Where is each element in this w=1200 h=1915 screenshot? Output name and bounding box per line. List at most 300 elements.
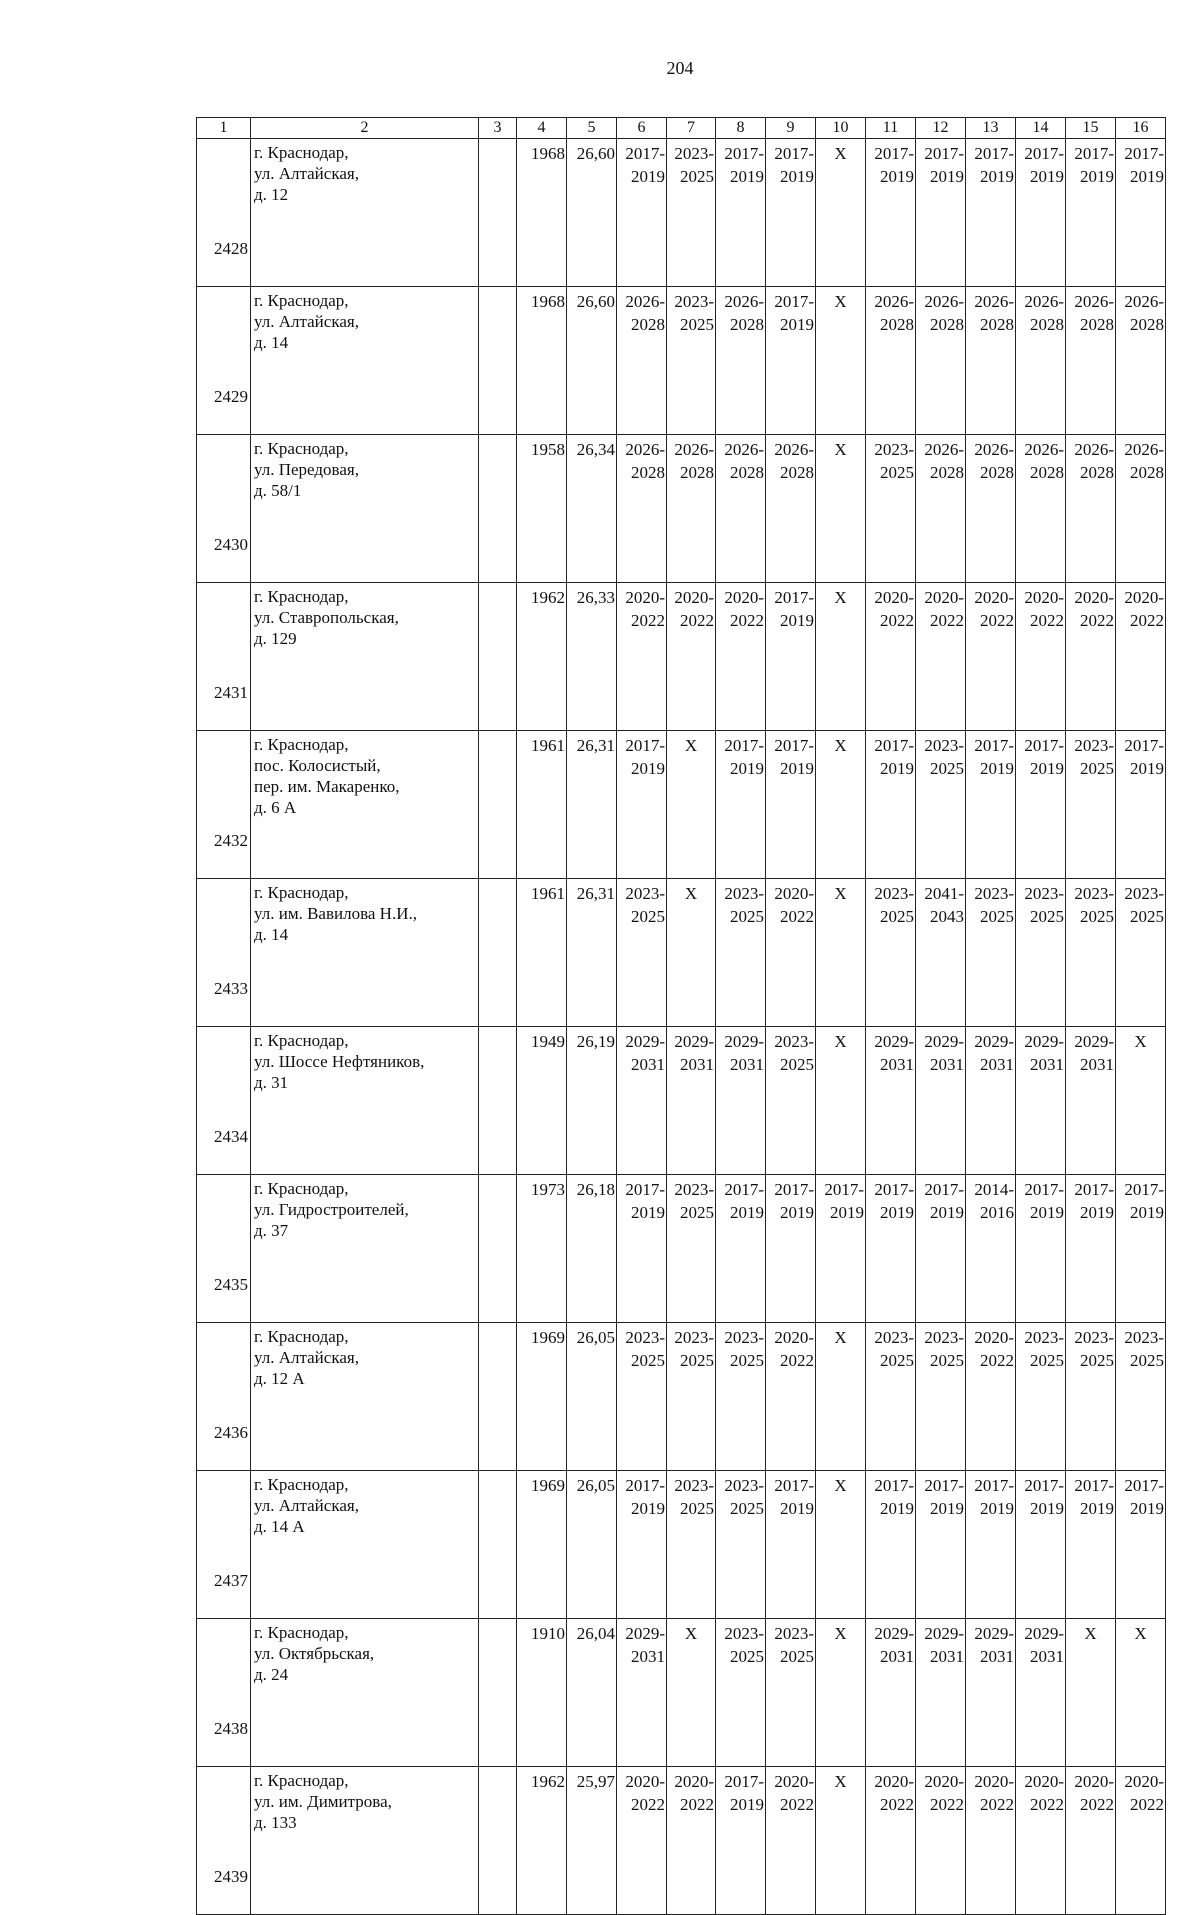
cell-col-14 [1016, 731, 1066, 879]
cell-col-4 [517, 435, 567, 583]
cell-col-11 [866, 287, 916, 435]
address-cell [251, 1175, 479, 1323]
period-start: 2017- [625, 1476, 665, 1495]
cell-value: X [834, 884, 847, 903]
cell-col-14 [1016, 1619, 1066, 1767]
period-start: 2017- [924, 1476, 964, 1495]
period-start: 2020- [924, 1772, 964, 1791]
period-start: 2017- [974, 736, 1014, 755]
period-start: 2023- [924, 1328, 964, 1347]
column-number-16: 16 [1116, 118, 1166, 139]
cell-col-10 [816, 1175, 866, 1323]
column-number-1: 1 [197, 118, 251, 139]
cell-value: 1958 [531, 440, 565, 459]
period-end: 2019 [631, 759, 665, 778]
column-number-6: 6 [617, 118, 667, 139]
cell-col-5 [567, 139, 617, 287]
cell-col-15 [1066, 583, 1116, 731]
cell-col-5 [567, 1471, 617, 1619]
cell-col-8 [716, 287, 766, 435]
cell-col-10 [816, 435, 866, 583]
period-start: 2029- [625, 1032, 665, 1051]
cell-col-11 [866, 1619, 916, 1767]
period-start: 2017- [874, 1476, 914, 1495]
period-end: 2019 [780, 1499, 814, 1518]
period-end: 2031 [631, 1055, 665, 1074]
cell-col-6 [617, 879, 667, 1027]
cell-col-12 [916, 1175, 966, 1323]
period-start: 2020- [924, 588, 964, 607]
cell-col-13 [966, 1619, 1016, 1767]
cell-col-8 [716, 1471, 766, 1619]
cell-col-9 [766, 731, 816, 879]
cell-value: 26,19 [576, 1032, 615, 1051]
cell-col-5 [567, 287, 617, 435]
period-start: 2026- [1074, 440, 1114, 459]
address-line: ул. Алтайская, [254, 164, 359, 183]
period-end: 2025 [1130, 907, 1164, 926]
period-end: 2022 [730, 611, 764, 630]
cell-col-13 [966, 1175, 1016, 1323]
cell-col-6 [617, 583, 667, 731]
address-cell [251, 879, 479, 1027]
address-cell [251, 435, 479, 583]
cell-value: 1962 [531, 588, 565, 607]
period-start: 2017- [1024, 144, 1064, 163]
cell-value: 26,18 [576, 1180, 615, 1199]
cell-col-8 [716, 1027, 766, 1175]
cell-col-10 [816, 583, 866, 731]
period-start: 2029- [924, 1032, 964, 1051]
period-start: 2023- [724, 1328, 764, 1347]
period-end: 2025 [1080, 1351, 1114, 1370]
period-end: 2025 [780, 1647, 814, 1666]
cell-col-16 [1116, 1027, 1166, 1175]
period-start: 2017- [1074, 1180, 1114, 1199]
period-end: 2022 [780, 907, 814, 926]
period-start: 2020- [674, 1772, 714, 1791]
period-start: 2029- [974, 1032, 1014, 1051]
period-start: 2020- [774, 1772, 814, 1791]
cell-col-6 [617, 1323, 667, 1471]
cell-col-9 [766, 1767, 816, 1915]
cell-value: X [834, 588, 847, 607]
period-end: 2022 [980, 611, 1014, 630]
period-start: 2026- [924, 292, 964, 311]
period-end: 2022 [680, 1795, 714, 1814]
cell-value: X [684, 884, 698, 903]
cell-value: 1968 [531, 292, 565, 311]
period-end: 2022 [930, 611, 964, 630]
period-start: 2023- [724, 1624, 764, 1643]
period-start: 2023- [1124, 884, 1164, 903]
cell-col-4 [517, 1027, 567, 1175]
cell-value: X [834, 144, 847, 163]
cell-value: 26,04 [576, 1624, 615, 1643]
cell-col-13 [966, 731, 1016, 879]
cell-value: 1910 [531, 1624, 565, 1643]
period-start: 2017- [874, 1180, 914, 1199]
cell-col-14 [1016, 435, 1066, 583]
cell-col-7 [667, 1619, 716, 1767]
cell-col-11 [866, 1175, 916, 1323]
period-end: 2019 [830, 1203, 864, 1222]
period-end: 2019 [1130, 1203, 1164, 1222]
period-end: 2022 [880, 611, 914, 630]
address-cell [251, 1767, 479, 1915]
cell-col-14 [1016, 583, 1066, 731]
period-start: 2020- [974, 588, 1014, 607]
cell-col-13 [966, 1767, 1016, 1915]
cell-col-15 [1066, 1175, 1116, 1323]
period-end: 2019 [631, 1203, 665, 1222]
column-number-15: 15 [1066, 118, 1116, 139]
period-start: 2017- [974, 1476, 1014, 1495]
period-end: 2022 [1030, 1795, 1064, 1814]
period-end: 2019 [1130, 759, 1164, 778]
cell-col-9 [766, 435, 816, 583]
period-end: 2022 [1130, 1795, 1164, 1814]
page-number: 204 [666, 58, 694, 78]
address-cell [251, 139, 479, 287]
period-start: 2023- [1074, 1328, 1114, 1347]
period-end: 2019 [980, 1499, 1014, 1518]
period-end: 2028 [930, 463, 964, 482]
period-start: 2023- [774, 1624, 814, 1643]
cell-col-14 [1016, 879, 1066, 1027]
period-end: 2022 [1080, 1795, 1114, 1814]
cell-value: 26,60 [576, 292, 615, 311]
period-end: 2025 [730, 1499, 764, 1518]
period-end: 2022 [1030, 611, 1064, 630]
cell-col-13 [966, 435, 1016, 583]
cell-col-5 [567, 879, 617, 1027]
period-start: 2023- [1024, 884, 1064, 903]
period-end: 2025 [1030, 1351, 1064, 1370]
cell-col-10 [816, 1619, 866, 1767]
period-start: 2023- [625, 1328, 665, 1347]
period-end: 2022 [980, 1795, 1014, 1814]
cell-col-3 [479, 1767, 517, 1915]
period-start: 2020- [974, 1772, 1014, 1791]
period-end: 2019 [730, 759, 764, 778]
cell-value: X [1134, 1032, 1147, 1051]
period-start: 2017- [625, 1180, 665, 1199]
cell-col-7 [667, 1027, 716, 1175]
cell-col-10 [816, 139, 866, 287]
period-start: 2017- [1024, 1180, 1064, 1199]
period-end: 2016 [980, 1203, 1014, 1222]
period-end: 2028 [1130, 315, 1164, 334]
period-end: 2019 [1130, 1499, 1164, 1518]
period-start: 2023- [724, 1476, 764, 1495]
period-end: 2031 [1030, 1055, 1064, 1074]
period-end: 2031 [680, 1055, 714, 1074]
period-start: 2023- [874, 440, 914, 459]
cell-col-12 [916, 287, 966, 435]
cell-col-15 [1066, 435, 1116, 583]
table-row [197, 1323, 1166, 1471]
cell-col-5 [567, 1619, 617, 1767]
cell-col-9 [766, 1027, 816, 1175]
table-row [197, 139, 1166, 287]
cell-col-11 [866, 583, 916, 731]
address-line: пер. им. Макаренко, [254, 777, 400, 796]
cell-col-3 [479, 1619, 517, 1767]
period-end: 2019 [1030, 1203, 1064, 1222]
period-start: 2020- [974, 1328, 1014, 1347]
period-start: 2017- [724, 736, 764, 755]
address-line: г. Краснодар, [254, 291, 349, 310]
column-number-2: 2 [251, 118, 479, 139]
cell-col-5 [567, 435, 617, 583]
cell-value: 26,34 [576, 440, 615, 459]
address-cell [251, 1323, 479, 1471]
period-start: 2029- [1074, 1032, 1114, 1051]
cell-col-16 [1116, 879, 1166, 1027]
period-start: 2017- [824, 1180, 864, 1199]
address-cell [251, 731, 479, 879]
table-row [197, 879, 1166, 1027]
period-start: 2020- [774, 1328, 814, 1347]
period-start: 2026- [724, 440, 764, 459]
cell-col-9 [766, 1619, 816, 1767]
period-start: 2029- [1024, 1032, 1064, 1051]
period-start: 2017- [625, 144, 665, 163]
row-number: 2438 [197, 1619, 251, 1767]
cell-value: 1969 [531, 1328, 565, 1347]
cell-col-3 [479, 583, 517, 731]
period-end: 2028 [780, 463, 814, 482]
period-start: 2017- [1024, 736, 1064, 755]
period-end: 2019 [880, 1203, 914, 1222]
period-start: 2026- [924, 440, 964, 459]
period-end: 2025 [780, 1055, 814, 1074]
cell-col-6 [617, 435, 667, 583]
cell-col-9 [766, 879, 816, 1027]
cell-col-10 [816, 1027, 866, 1175]
cell-col-6 [617, 1027, 667, 1175]
cell-col-5 [567, 1767, 617, 1915]
address-line: д. 24 [254, 1665, 289, 1684]
period-start: 2017- [774, 1476, 814, 1495]
cell-col-16 [1116, 731, 1166, 879]
period-start: 2017- [625, 736, 665, 755]
cell-col-11 [866, 1027, 916, 1175]
column-number-row [197, 118, 1166, 139]
period-start: 2029- [874, 1624, 914, 1643]
column-number-13: 13 [966, 118, 1016, 139]
period-start: 2029- [924, 1624, 964, 1643]
cell-col-7 [667, 139, 716, 287]
cell-col-5 [567, 1323, 617, 1471]
address-line: д. 12 [254, 185, 289, 204]
address-line: г. Краснодар, [254, 1031, 349, 1050]
period-end: 2025 [1130, 1351, 1164, 1370]
cell-col-3 [479, 287, 517, 435]
cell-col-8 [716, 435, 766, 583]
address-line: г. Краснодар, [254, 587, 349, 606]
period-end: 2031 [880, 1055, 914, 1074]
period-start: 2017- [774, 736, 814, 755]
period-end: 2028 [1130, 463, 1164, 482]
period-end: 2025 [1080, 759, 1114, 778]
cell-col-3 [479, 1027, 517, 1175]
period-end: 2019 [1030, 759, 1064, 778]
address-line: д. 14 [254, 925, 289, 944]
cell-col-9 [766, 139, 816, 287]
cell-value: 1968 [531, 144, 565, 163]
cell-col-8 [716, 139, 766, 287]
cell-col-14 [1016, 287, 1066, 435]
period-start: 2020- [674, 588, 714, 607]
period-end: 2025 [730, 1351, 764, 1370]
period-end: 2019 [880, 1499, 914, 1518]
period-end: 2031 [980, 1647, 1014, 1666]
address-line: д. 6 А [254, 798, 297, 817]
cell-col-9 [766, 1175, 816, 1323]
cell-col-10 [816, 1767, 866, 1915]
address-line: г. Краснодар, [254, 439, 349, 458]
table-row [197, 1175, 1166, 1323]
cell-col-4 [517, 1323, 567, 1471]
cell-col-8 [716, 1767, 766, 1915]
address-line: г. Краснодар, [254, 1179, 349, 1198]
cell-col-3 [479, 1175, 517, 1323]
period-end: 2028 [1080, 463, 1114, 482]
address-line: д. 133 [254, 1813, 297, 1832]
cell-col-4 [517, 731, 567, 879]
cell-col-12 [916, 1767, 966, 1915]
cell-col-12 [916, 1471, 966, 1619]
cell-col-13 [966, 287, 1016, 435]
cell-col-14 [1016, 1175, 1066, 1323]
cell-col-4 [517, 1619, 567, 1767]
period-end: 2028 [680, 463, 714, 482]
table-row [197, 1471, 1166, 1619]
address-line: г. Краснодар, [254, 1623, 349, 1642]
cell-value: X [834, 736, 847, 755]
address-line: ул. Алтайская, [254, 1496, 359, 1515]
cell-col-3 [479, 731, 517, 879]
period-end: 2031 [980, 1055, 1014, 1074]
row-number: 2439 [197, 1767, 251, 1915]
period-end: 2025 [631, 1351, 665, 1370]
cell-col-3 [479, 435, 517, 583]
period-end: 2028 [730, 463, 764, 482]
period-start: 2023- [924, 736, 964, 755]
cell-col-7 [667, 1323, 716, 1471]
cell-col-7 [667, 583, 716, 731]
period-start: 2023- [674, 1476, 714, 1495]
cell-col-13 [966, 1471, 1016, 1619]
cell-col-12 [916, 1323, 966, 1471]
address-line: г. Краснодар, [254, 883, 349, 902]
cell-col-8 [716, 1175, 766, 1323]
cell-col-4 [517, 1767, 567, 1915]
period-end: 2028 [880, 315, 914, 334]
row-number: 2428 [197, 139, 251, 287]
cell-col-3 [479, 139, 517, 287]
cell-value: 26,05 [576, 1476, 615, 1495]
period-start: 2023- [674, 1180, 714, 1199]
period-end: 2019 [780, 759, 814, 778]
period-end: 2025 [880, 463, 914, 482]
period-end: 2043 [930, 907, 964, 926]
cell-col-10 [816, 731, 866, 879]
cell-value: 26,31 [576, 884, 615, 903]
cell-col-14 [1016, 1027, 1066, 1175]
period-end: 2031 [880, 1647, 914, 1666]
period-start: 2023- [974, 884, 1014, 903]
period-end: 2019 [1080, 1203, 1114, 1222]
cell-col-6 [617, 1175, 667, 1323]
column-number-7: 7 [667, 118, 716, 139]
cell-col-8 [716, 1619, 766, 1767]
cell-value: 26,05 [576, 1328, 615, 1347]
period-end: 2031 [631, 1647, 665, 1666]
period-start: 2017- [1074, 1476, 1114, 1495]
address-line: д. 129 [254, 629, 297, 648]
cell-col-12 [916, 583, 966, 731]
period-end: 2019 [1080, 1499, 1114, 1518]
period-start: 2017- [774, 144, 814, 163]
period-end: 2019 [631, 1499, 665, 1518]
cell-col-14 [1016, 1471, 1066, 1619]
period-end: 2022 [980, 1351, 1014, 1370]
cell-col-11 [866, 1471, 916, 1619]
cell-col-11 [866, 1767, 916, 1915]
period-start: 2026- [1124, 292, 1164, 311]
address-line: ул. им. Димитрова, [254, 1792, 392, 1811]
cell-col-7 [667, 731, 716, 879]
period-end: 2019 [1030, 1499, 1064, 1518]
period-start: 2017- [1024, 1476, 1064, 1495]
cell-col-8 [716, 1323, 766, 1471]
period-start: 2020- [1074, 1772, 1114, 1791]
row-number: 2436 [197, 1323, 251, 1471]
period-start: 2026- [774, 440, 814, 459]
period-end: 2031 [930, 1647, 964, 1666]
cell-col-6 [617, 1767, 667, 1915]
cell-value: X [834, 1476, 847, 1495]
cell-col-7 [667, 1471, 716, 1619]
column-number-4: 4 [517, 118, 567, 139]
period-start: 2026- [1124, 440, 1164, 459]
period-end: 2019 [780, 1203, 814, 1222]
cell-col-15 [1066, 287, 1116, 435]
cell-value: 1962 [531, 1772, 565, 1791]
cell-col-12 [916, 1619, 966, 1767]
period-start: 2020- [774, 884, 814, 903]
cell-value: X [834, 1772, 847, 1791]
period-start: 2017- [924, 144, 964, 163]
cell-col-14 [1016, 1767, 1066, 1915]
cell-value: X [684, 736, 698, 755]
period-start: 2014- [974, 1180, 1014, 1199]
cell-col-15 [1066, 1323, 1116, 1471]
address-line: ул. Передовая, [254, 460, 359, 479]
period-start: 2029- [874, 1032, 914, 1051]
housing-register-table [196, 117, 1166, 1915]
cell-col-10 [816, 1471, 866, 1619]
period-start: 2023- [874, 884, 914, 903]
period-end: 2019 [1030, 167, 1064, 186]
cell-col-5 [567, 583, 617, 731]
period-end: 2019 [730, 1795, 764, 1814]
cell-value: X [834, 1328, 847, 1347]
period-end: 2019 [980, 759, 1014, 778]
